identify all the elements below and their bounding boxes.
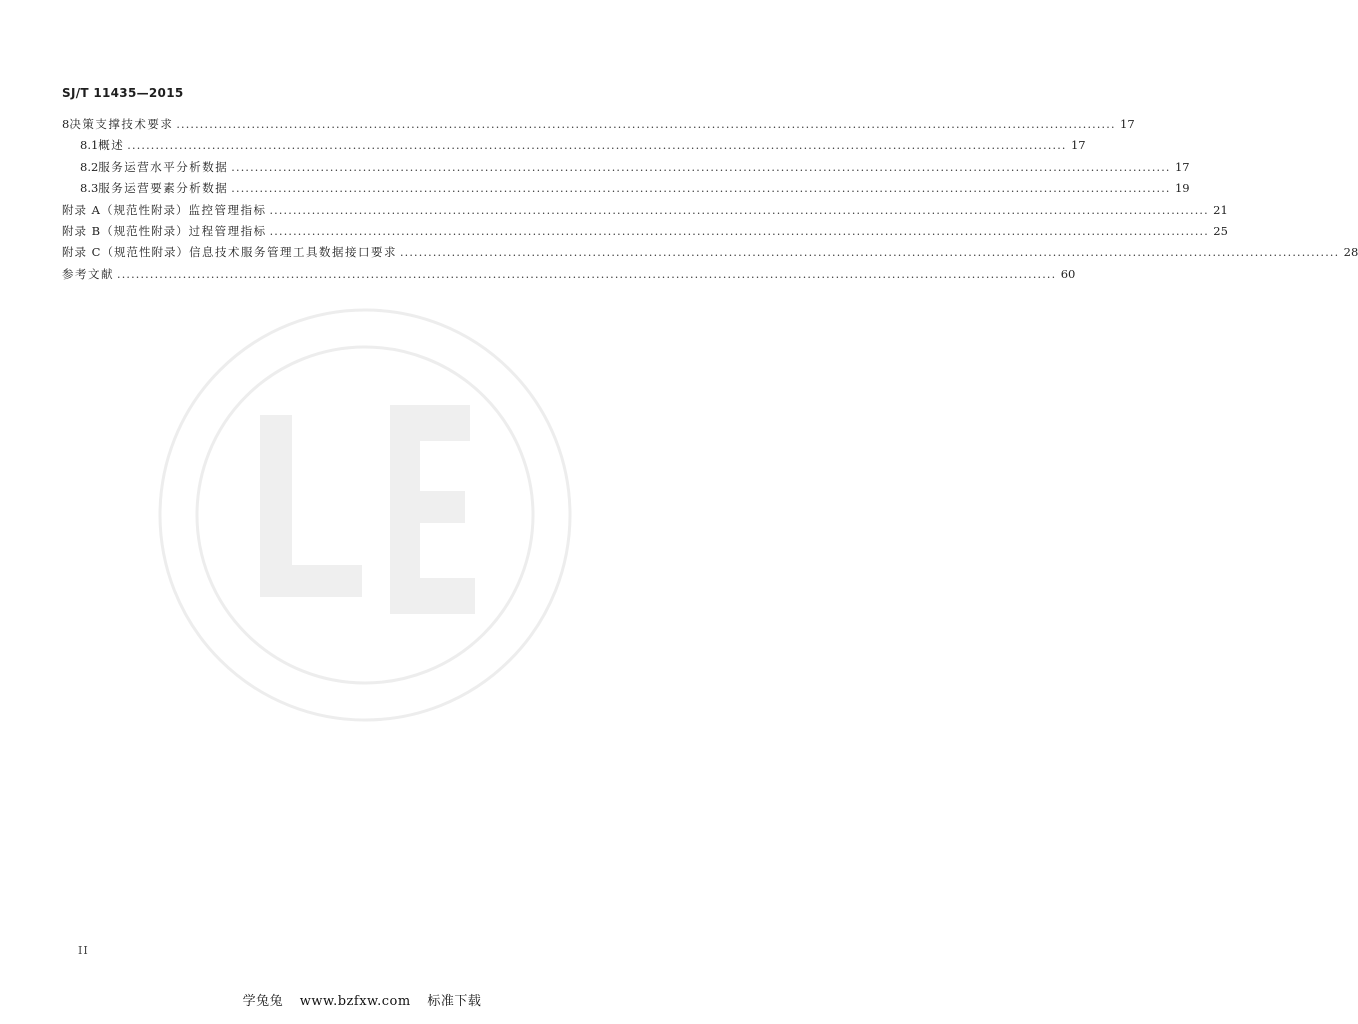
toc-entry-title: 决策支撑技术要求 [69, 117, 174, 131]
toc-appendix-label: 附录 A（规范性附录） [62, 202, 189, 217]
toc-dot-leader: ........................................................................................................................................................................................................ [231, 160, 1171, 174]
table-of-contents [62, 114, 1358, 285]
toc-entry-page: 28 [1343, 245, 1358, 260]
toc-entry-title: 参考文献 [62, 266, 114, 281]
toc-entry-title: 服务运营要素分析数据 [98, 181, 229, 196]
toc-entry-title: 服务运营水平分析数据 [98, 159, 229, 174]
toc-entry[interactable] [62, 242, 1358, 263]
toc-entry-title: 概述 [98, 138, 125, 153]
toc-entry[interactable] [62, 264, 1076, 285]
page-number: II [78, 944, 89, 957]
toc-entry[interactable] [62, 178, 1190, 199]
toc-dot-leader: ........................................................................................................................................................................................................ [176, 118, 1116, 131]
toc-entry[interactable] [62, 157, 1190, 178]
toc-entry-page: 17 [1120, 117, 1135, 131]
toc-entry-page: 21 [1213, 202, 1228, 217]
toc-dot-leader: ........................................................................................................................................................................................................ [117, 267, 1057, 281]
toc-entry-page: 60 [1060, 266, 1076, 281]
toc-dot-leader: ........................................................................................................................................................................................................ [269, 224, 1209, 238]
toc-entry-title: 信息技术服务管理工具数据接口要求 [188, 245, 397, 260]
toc-entry-number: 8.2 [80, 159, 99, 174]
toc-dot-leader: ........................................................................................................................................................................................................ [399, 246, 1340, 260]
watermark-seal [150, 300, 580, 730]
toc-entry[interactable] [62, 221, 1228, 242]
toc-entry[interactable] [62, 114, 1135, 135]
toc-entry-page: 17 [1174, 159, 1190, 174]
toc-entry-page: 25 [1213, 223, 1228, 238]
site-url-link[interactable]: www.bzfxw.com [299, 994, 411, 1009]
toc-dot-leader: ........................................................................................................................................................................................................ [127, 139, 1067, 153]
toc-appendix-label: 附录 C（规范性附录） [62, 245, 189, 260]
document-code: SJ/T 11435—2015 [62, 86, 184, 100]
toc-entry-page: 19 [1174, 181, 1190, 196]
toc-entry-title: 过程管理指标 [188, 223, 267, 238]
toc-entry-number: 8.3 [80, 181, 99, 196]
toc-dot-leader: ........................................................................................................................................................................................................ [231, 182, 1171, 196]
toc-entry[interactable] [62, 135, 1086, 156]
toc-entry-number: 8 [62, 117, 70, 131]
site-tagline: 标准下载 [427, 994, 482, 1009]
footer-banner [0, 990, 724, 1009]
toc-entry-page: 17 [1070, 138, 1086, 153]
toc-appendix-label: 附录 B（规范性附录） [62, 223, 189, 238]
toc-dot-leader: ........................................................................................................................................................................................................ [269, 203, 1209, 217]
site-name: 学兔兔 [242, 994, 284, 1009]
toc-entry-title: 监控管理指标 [188, 202, 267, 217]
toc-entry[interactable] [62, 200, 1228, 221]
toc-entry-number: 8.1 [80, 138, 99, 153]
